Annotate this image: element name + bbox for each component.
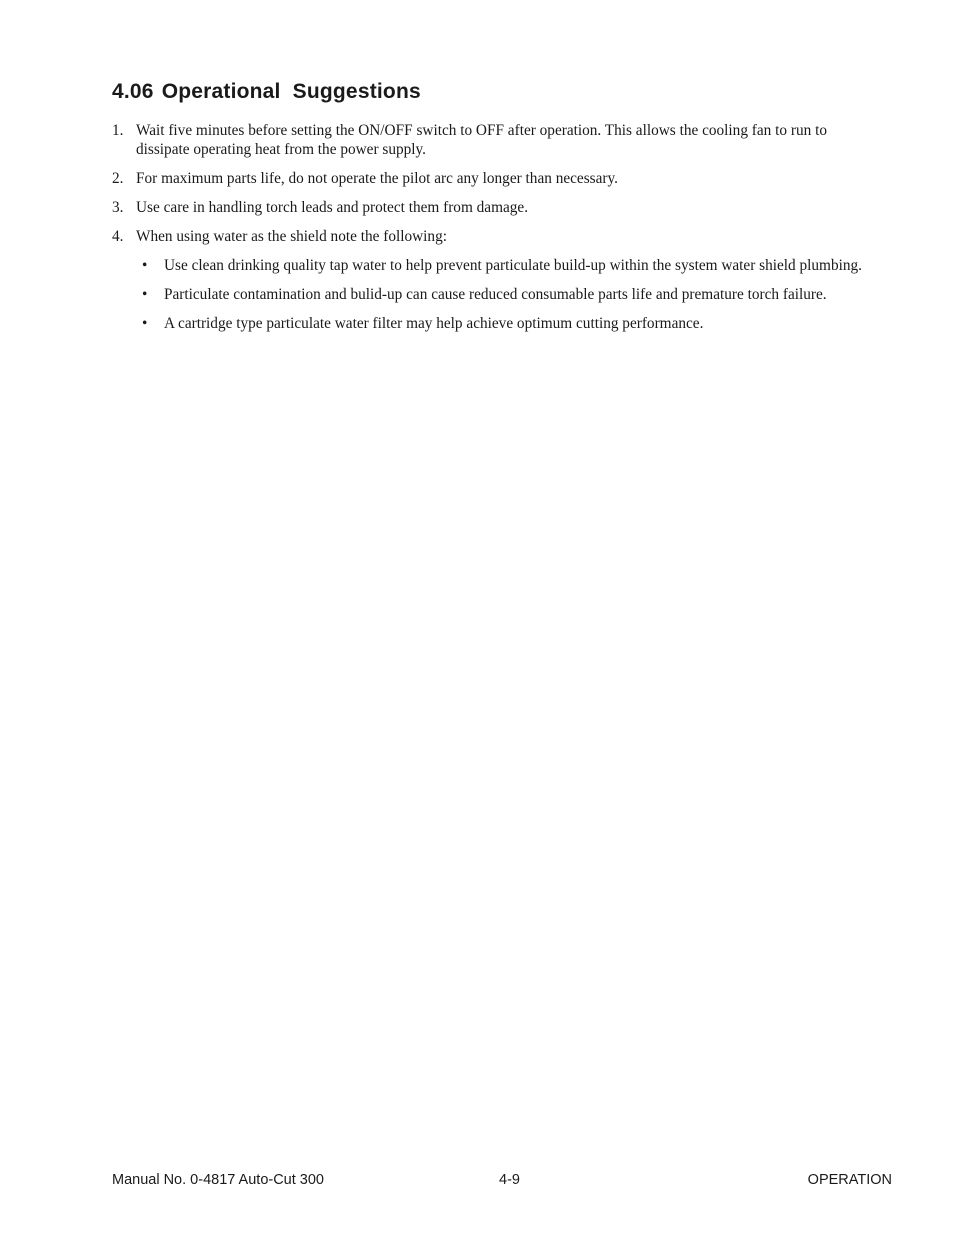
section-title: Operational Suggestions [161,80,421,103]
list-item [112,169,870,188]
list-item [112,227,870,246]
list-item-number: 2. [112,170,124,187]
bullet-marker: • [142,257,148,274]
footer-page-number: 4-9 [499,1172,520,1188]
list-item-number: 3. [112,199,124,216]
list-item-text: Wait five minutes before setting the ON/OFF switch to OFF after operation. This allows the cooling fan to run to dissipate operating heat from the power supply. [136,122,827,158]
list-item [112,198,870,217]
bullet-text: Use clean drinking quality tap water to help prevent particulate build-up within the system water shield plumbing. [164,257,862,274]
list-item [112,121,870,159]
water-shield-notes [136,256,870,333]
bullet-marker: • [142,286,148,303]
list-item-number: 4. [112,228,124,245]
bullet-text: A cartridge type particulate water filter may help achieve optimum cutting performance. [164,315,704,332]
list-item-text: Use care in handling torch leads and protect them from damage. [136,199,529,216]
bullet-item [136,285,870,304]
section-heading [112,80,421,104]
bullet-text: Particulate contamination and bulid-up can cause reduced consumable parts life and premature torch failure. [164,286,827,303]
footer-manual-number: Manual No. 0-4817 Auto-Cut 300 [112,1172,324,1188]
footer-section-name: OPERATION [807,1172,892,1188]
bullet-item [136,256,870,275]
list-item-text: When using water as the shield note the following: [136,228,447,245]
list-item-number: 1. [112,122,124,139]
bullet-marker: • [142,315,148,332]
list-item-text: For maximum parts life, do not operate the pilot arc any longer than necessary. [136,170,618,187]
bullet-item [136,314,870,333]
section-number: 4.06 [112,80,154,103]
suggestions-list [112,121,870,343]
